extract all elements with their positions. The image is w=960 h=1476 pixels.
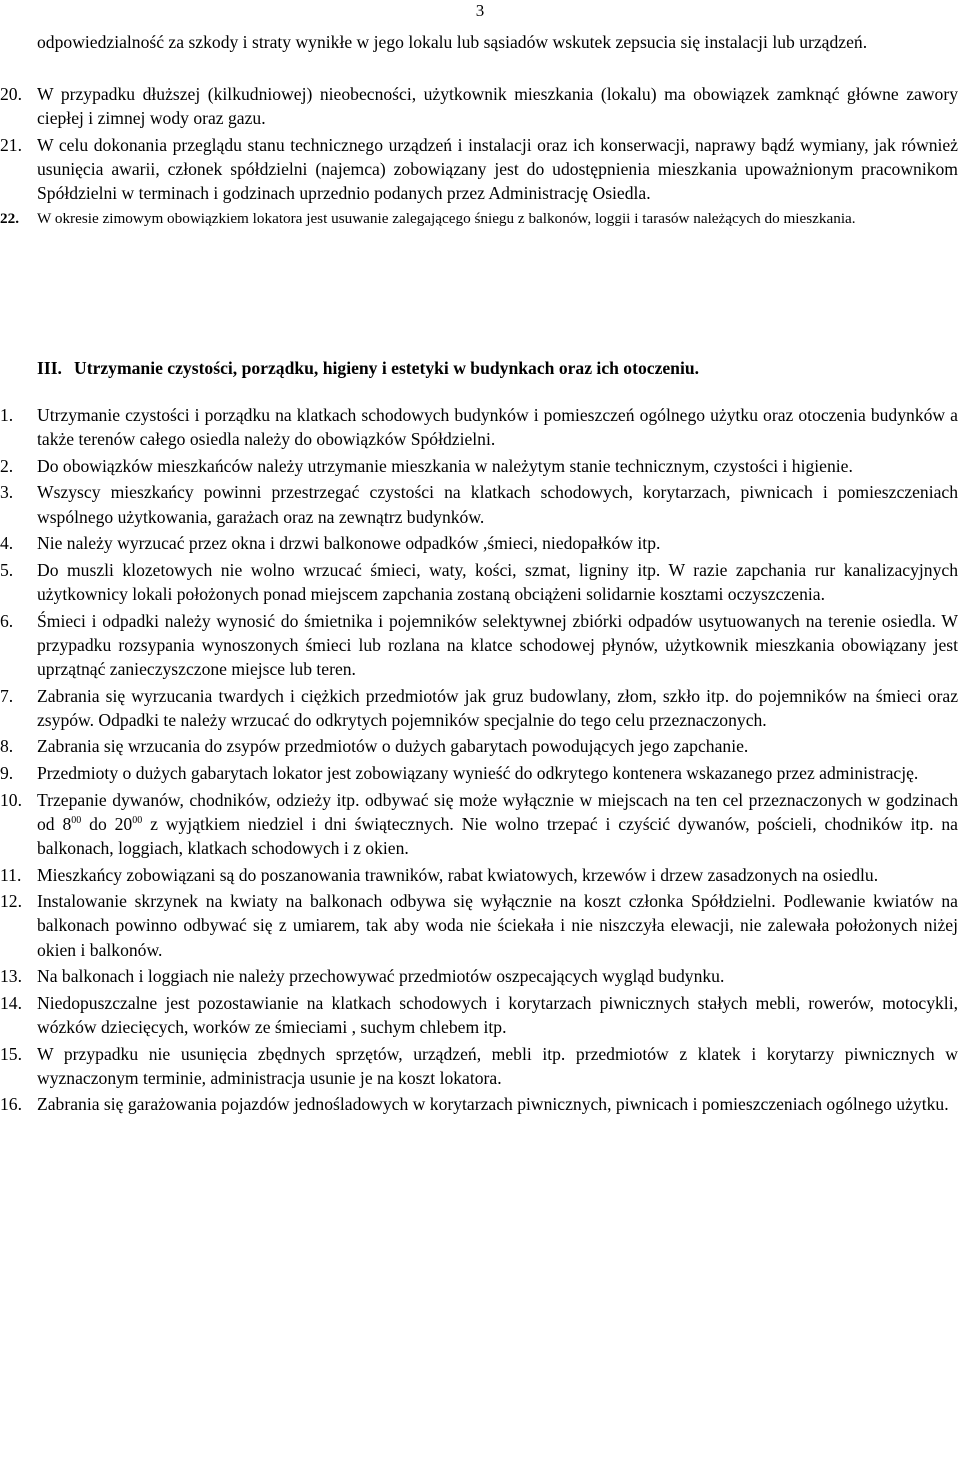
item-text: Śmieci i odpadki należy wynosić do śmietnika i pojemników selektywnej zbiórki odpadów usytuowanych na terenie osiedla. W przypadku rozsypania wynoszonych śmieci lub rozlana na klatce schodowej płynów, użytkownik mieszkania obowiązany jest uprzątnąć zanieczyszczone miejsce lub teren. bbox=[37, 610, 958, 679]
list-item bbox=[0, 788, 960, 861]
list-item bbox=[0, 454, 960, 478]
item-text: Zabrania się wrzucania do zsypów przedmiotów o dużych gabarytach powodujących jego zapchanie. bbox=[37, 736, 749, 757]
item-number: 2. bbox=[0, 455, 14, 476]
rules-list-section bbox=[0, 403, 960, 1119]
item-text: Przedmioty o dużych gabarytach lokator jest zobowiązany wynieść do odkrytego kontenera wskazanego przez administrację. bbox=[37, 762, 919, 783]
item-text: Niedopuszczalne jest pozostawianie na klatkach schodowych i korytarzach piwnicznych stałych mebli, rowerów, motocykli, wózków dziecięcych, worków ze śmieciami , suchym chlebem itp. bbox=[37, 992, 958, 1037]
item-text: W przypadku dłuższej (kilkudniowej) nieobecności, użytkownik mieszkania (lokalu) ma obowiązek zamknąć główne zawory ciepłej i zimnej wody oraz gazu. bbox=[37, 84, 958, 129]
list-item bbox=[0, 208, 960, 231]
item-text: W okresie zimowym obowiązkiem lokatora jest usuwanie zalegającego śniegu z balkonów, loggii i tarasów należących do mieszkania. bbox=[37, 209, 856, 227]
item-number: 8. bbox=[0, 736, 14, 757]
item-text: Zabrania się wyrzucania twardych i ciężkich przedmiotów jak gruz budowlany, złom, szkło itp. do pojemników na śmieci oraz zsypów. Odpadki te należy wrzucać do odkrytych pojemników specjalnie do tego celu przeznaczonych. bbox=[37, 685, 958, 730]
section-heading bbox=[37, 356, 937, 380]
item-number: 20. bbox=[0, 84, 22, 104]
item-number: 22. bbox=[0, 209, 19, 227]
item-number: 16. bbox=[0, 1094, 22, 1115]
item-text: Na balkonach i loggiach nie należy przechowywać przedmiotów oszpecających wygląd budynku. bbox=[37, 966, 725, 987]
continued-paragraph: odpowiedzialność za szkody i straty wynikłe w jego lokalu lub sąsiadów wskutek zepsucia się instalacji lub urządzeń. bbox=[37, 32, 868, 52]
item-text: Zabrania się garażowania pojazdów jednośladowych w korytarzach piwnicznych, piwnicach i pomieszczeniach ogólnego użytku. bbox=[37, 1094, 949, 1115]
item-text: Wszyscy mieszkańcy powinni przestrzegać czystości na klatkach schodowych, korytarzach, piwnicach i pomieszczeniach wspólnego użytkowania, garażach oraz na zewnątrz budynków. bbox=[37, 482, 958, 527]
section-number: III. bbox=[37, 358, 62, 378]
item-number: 15. bbox=[0, 1043, 22, 1064]
list-item bbox=[0, 480, 960, 528]
item-text: Do obowiązków mieszkańców należy utrzymanie mieszkania w należytym stanie technicznym, czystości i higienie. bbox=[37, 455, 853, 476]
item-number: 5. bbox=[0, 559, 14, 580]
list-item bbox=[0, 761, 960, 785]
item-text: Do muszli klozetowych nie wolno wrzucać śmieci, waty, kości, szmat, ligniny itp. W razie zapchania rur kanalizacyjnych użytkownicy lokali położonych ponad miejscem zapchania zostaną obciążeni solidarnie kosztami oczyszczenia. bbox=[37, 559, 958, 604]
list-item bbox=[0, 1042, 960, 1090]
item-number: 12. bbox=[0, 891, 22, 912]
list-item bbox=[0, 609, 960, 682]
item-number: 14. bbox=[0, 992, 22, 1013]
list-item bbox=[0, 991, 960, 1039]
rules-list-top bbox=[0, 82, 960, 233]
item-number: 3. bbox=[0, 482, 14, 503]
item-number: 4. bbox=[0, 533, 14, 554]
list-item bbox=[0, 863, 960, 887]
list-item bbox=[0, 558, 960, 606]
list-item bbox=[0, 82, 960, 130]
item-text-part: Trzepanie dywanów, chodników, odzieży itp. odbywać się może wyłącznie w miejscach na ten cel przeznaczonych w godzinach od 8 bbox=[37, 789, 958, 834]
list-item bbox=[0, 133, 960, 206]
page-number: 3 bbox=[475, 1, 485, 20]
item-text-part: z wyjątkiem niedziel i dni świątecznych. Nie wolno trzepać i czyścić dywanów, pościeli, chodników itp. na balkonach, loggiach, klatkach schodowych i z okien. bbox=[37, 813, 958, 858]
item-text: W celu dokonania przeglądu stanu technicznego urządzeń i instalacji oraz ich konserwacji, naprawy bądź wymiany, jak również usunięcia awarii, członek spółdzielni (najemca) zobowiązany jest do udostępnienia mieszkania upoważnionym pracownikom Spółdzielni w terminach i godzinach uprzednio podanych przez Administrację Osiedla. bbox=[37, 134, 958, 204]
item-number: 13. bbox=[0, 966, 22, 987]
item-number: 6. bbox=[0, 610, 14, 631]
item-number: 11. bbox=[0, 864, 22, 885]
list-item bbox=[0, 889, 960, 962]
section-title: Utrzymanie czystości, porządku, higieny i estetyki w budynkach oraz ich otoczeniu. bbox=[74, 358, 700, 378]
list-item bbox=[0, 734, 960, 758]
list-item bbox=[0, 684, 960, 732]
time-superscript: 00 bbox=[132, 814, 143, 826]
list-item bbox=[0, 403, 960, 451]
item-text: W przypadku nie usunięcia zbędnych sprzętów, urządzeń, mebli itp. przedmiotów z klatek i korytarzy piwnicznych w wyznaczonym terminie, administracja usunie je na koszt lokatora. bbox=[37, 1043, 958, 1088]
item-number: 1. bbox=[0, 405, 14, 425]
item-number: 7. bbox=[0, 685, 14, 706]
item-text: Mieszkańcy zobowiązani są do poszanowania trawników, rabat kwiatowych, krzewów i drzew zasadzonych na osiedlu. bbox=[37, 864, 879, 885]
list-item bbox=[0, 1092, 960, 1116]
item-text-part: do 20 bbox=[81, 813, 133, 834]
item-number: 21. bbox=[0, 134, 22, 155]
list-item bbox=[0, 531, 960, 555]
item-text bbox=[37, 788, 960, 861]
time-superscript: 00 bbox=[71, 814, 82, 826]
item-text: Instalowanie skrzynek na kwiaty na balkonach odbywa się wyłącznie na koszt członka Spółdzielni. Podlewanie kwiatów na balkonach powinno odbywać się z umiarem, tak aby woda nie ściekała i nie niszczyła elewacji, nie zalewała położonych niżej okien i balkonów. bbox=[37, 891, 958, 960]
item-number: 10. bbox=[0, 789, 22, 810]
item-number: 9. bbox=[0, 762, 14, 783]
list-item bbox=[0, 964, 960, 988]
item-text: Utrzymanie czystości i porządku na klatkach schodowych budynków i pomieszczeń ogólnego użytku oraz otoczenia budynków a także terenów całego osiedla należy do obowiązków Spółdzielni. bbox=[37, 405, 958, 450]
item-text: Nie należy wyrzucać przez okna i drzwi balkonowe odpadków ,śmieci, niedopałków itp. bbox=[37, 533, 661, 554]
